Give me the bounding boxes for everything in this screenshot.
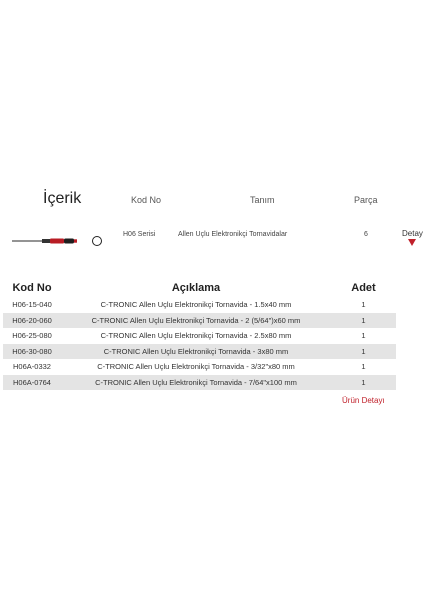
detail-link[interactable]: Detay <box>402 229 423 238</box>
row-code: H06A-0332 <box>13 362 51 372</box>
section-title: İçerik <box>43 190 82 207</box>
row-code: H06A-0764 <box>3 375 61 391</box>
table-row <box>3 313 396 329</box>
row-code: H06-25-080 <box>12 331 52 341</box>
table-row <box>3 344 396 360</box>
parts-table <box>3 279 396 390</box>
product-description: Allen Uçlu Elektronikçi Tornavidalar <box>178 231 288 238</box>
row-description: C-TRONIC Allen Uçlu Elektronikçi Tornavida - 3/32"x80 mm <box>97 362 295 372</box>
column-header-name: Tanım <box>250 195 275 205</box>
ring-icon <box>92 236 102 246</box>
table-row <box>3 375 396 391</box>
triangle-down-icon[interactable] <box>408 239 416 246</box>
screwdriver-icon <box>12 236 78 246</box>
product-parts-count: 6 <box>364 231 368 238</box>
row-description: C-TRONIC Allen Uçlu Elektronikçi Tornavida - 3x80 mm <box>61 344 331 360</box>
row-description: C-TRONIC Allen Uçlu Elektronikçi Tornavida - 1.5x40 mm <box>100 300 292 310</box>
product-series: H06 Serisi <box>123 231 156 238</box>
row-quantity: 1 <box>361 300 366 310</box>
table-row <box>3 297 396 313</box>
product-detail-link[interactable]: Ürün Detayı <box>342 396 385 405</box>
row-quantity: 1 <box>331 313 396 329</box>
row-code: H06-20-060 <box>3 313 61 329</box>
header-quantity: Adet <box>331 279 396 297</box>
row-code: H06-15-040 <box>12 300 52 310</box>
row-code: H06-30-080 <box>3 344 61 360</box>
row-quantity: 1 <box>361 362 366 372</box>
header-code: Kod No <box>3 279 61 297</box>
row-description: C-TRONIC Allen Uçlu Elektronikçi Tornavida - 7/64"x100 mm <box>61 375 331 391</box>
table-row <box>3 328 396 344</box>
row-quantity: 1 <box>331 375 396 391</box>
row-description: C-TRONIC Allen Uçlu Elektronikçi Tornavida - 2 (5/64")x60 mm <box>61 313 331 329</box>
table-row <box>3 359 396 375</box>
row-description: C-TRONIC Allen Uçlu Elektronikçi Tornavida - 2.5x80 mm <box>100 331 292 341</box>
column-header-code: Kod No <box>131 195 162 205</box>
column-header-parts: Parça <box>354 195 378 205</box>
table-header-row <box>3 279 396 297</box>
row-quantity: 1 <box>361 331 366 341</box>
row-quantity: 1 <box>331 344 396 360</box>
header-description: Açıklama <box>61 279 331 297</box>
